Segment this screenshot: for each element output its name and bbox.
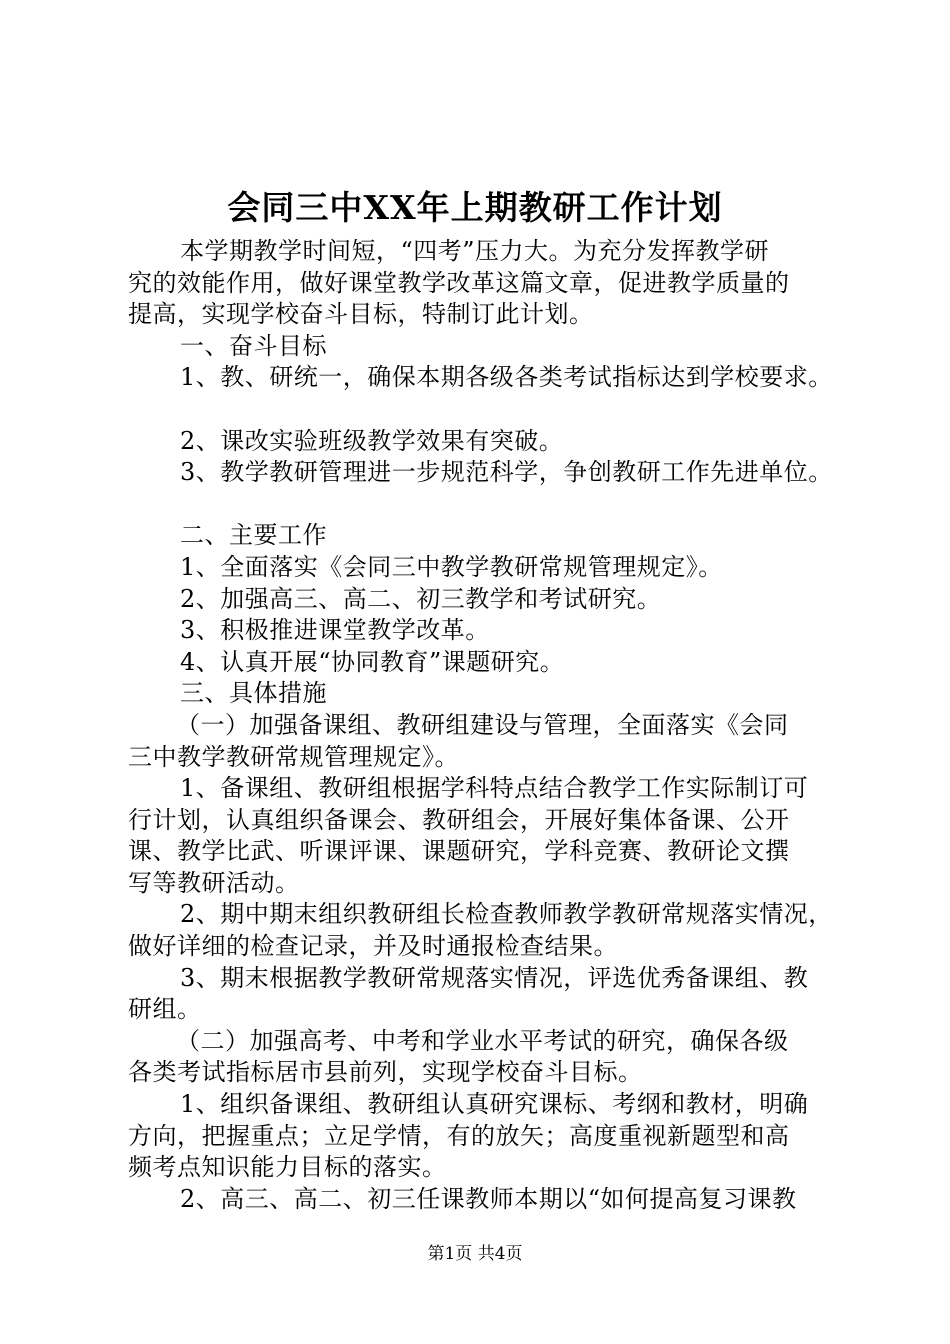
section-heading: 二、主要工作 bbox=[180, 521, 327, 550]
section-heading: 三、具体措施 bbox=[180, 679, 327, 708]
paragraph-line: 方向，把握重点；立足学情，有的放矢；高度重视新题型和高 bbox=[128, 1121, 790, 1150]
paragraph-line: 2、课改实验班级教学效果有突破。 bbox=[180, 426, 564, 455]
paragraph-line: 1、教、研统一，确保本期各级各类考试指标达到学校要求。 bbox=[180, 363, 833, 392]
paragraph-line: 4、认真开展“协同教育”课题研究。 bbox=[180, 647, 565, 676]
subsection-heading: （一）加强备课组、教研组建设与管理，全面落实《会同 bbox=[176, 710, 789, 739]
paragraph-line: 2、加强高三、高二、初三教学和考试研究。 bbox=[180, 584, 662, 613]
paragraph-line: 究的效能作用，做好课堂教学改革这篇文章，促进教学质量的 bbox=[128, 268, 790, 297]
page-number-footer: 第1页 共4页 bbox=[427, 1244, 523, 1264]
paragraph-line: 频考点知识能力目标的落实。 bbox=[128, 1153, 447, 1182]
paragraph-line: 三中教学教研常规管理规定》。 bbox=[128, 742, 459, 771]
paragraph-line: 本学期教学时间短，“四考”压力大。为充分发挥教学研 bbox=[180, 237, 770, 265]
paragraph-line: 1、全面落实《会同三中教学教研常规管理规定》。 bbox=[180, 552, 723, 581]
paragraph-line: 1、组织备课组、教研组认真研究课标、考纲和教材，明确 bbox=[180, 1090, 809, 1119]
paragraph-line: 1、备课组、教研组根据学科特点结合教学工作实际制订可 bbox=[180, 774, 809, 803]
paragraph-line: 研组。 bbox=[128, 995, 202, 1024]
document-title: 会同三中XX年上期教研工作计划 bbox=[227, 188, 723, 227]
paragraph-line: 2、期中期末组织教研组长检查教师教学教研常规落实情况， bbox=[180, 900, 833, 929]
paragraph-line: 写等教研活动。 bbox=[128, 868, 300, 897]
paragraph-line: 3、教学教研管理进一步规范科学，争创教研工作先进单位。 bbox=[180, 458, 833, 487]
subsection-heading: （二）加强高考、中考和学业水平考试的研究，确保各级 bbox=[176, 1026, 789, 1055]
paragraph-line: 3、期末根据教学教研常规落实情况，评选优秀备课组、教 bbox=[180, 963, 809, 992]
paragraph-line: 各类考试指标居市县前列，实现学校奋斗目标。 bbox=[128, 1058, 643, 1087]
blank-line bbox=[128, 394, 848, 426]
paragraph-line: 2、高三、高二、初三任课教师本期以“如何提高复习课教 bbox=[180, 1184, 797, 1213]
paragraph-line: 课、教学比武、听课评课、课题研究，学科竞赛、教研论文撰 bbox=[128, 837, 790, 866]
paragraph-line: 做好详细的检查记录，并及时通报检查结果。 bbox=[128, 932, 618, 961]
paragraph-line: 提高，实现学校奋斗目标，特制订此计划。 bbox=[128, 300, 594, 329]
document-body bbox=[128, 236, 848, 1215]
paragraph-line: 行计划，认真组织备课会、教研组会，开展好集体备课、公开 bbox=[128, 805, 790, 834]
blank-line bbox=[128, 489, 848, 521]
paragraph-line: 3、积极推进课堂教学改革。 bbox=[180, 616, 490, 645]
section-heading: 一、奋斗目标 bbox=[180, 331, 327, 360]
